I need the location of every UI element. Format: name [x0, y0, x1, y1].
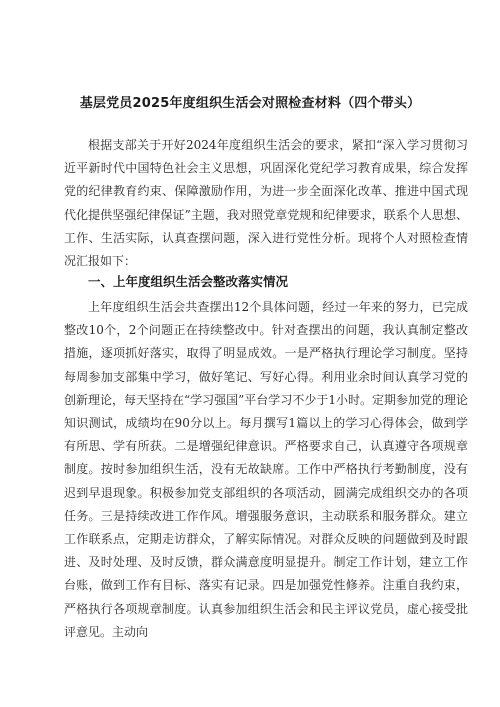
- document-title: 基层党员2025年度组织生活会对照检查材料（四个带头）: [79, 96, 421, 111]
- section-body-paragraph: 上年度组织生活会共查摆出12个具体问题，经过一年来的努力，已完成整改10个，2个问题正在持续整改中。针对查摆出的问题，我认真制定整改措施，逐项抓好落实，取得了明显成效。一是严格执行理论学习制度。坚持每周参加支部集中学习，做好笔记、写好心得。利用业余时间认真学习党的创新理论，每天坚持在“学习强国”平台学习不少于1小时。定期参加党的理论知识测试，成绩均在90分以上。每月撰写1篇以上的学习心得体会，做到学有所思、学有所获。二是增强纪律意识。严格要求自己，认真遵守各项规章制度。按时参加组织生活，没有无故缺席。工作中严格执行考勤制度，没有迟到早退现象。积极参加党支部组织的各项活动，圆满完成组织交办的各项任务。三是持续改进工作作风。增强服务意识，主动联系和服务群众。建立工作联系点，定期走访群众，了解实际情况。对群众反映的问题做到及时跟进、及时处理、及时反馈，群众满意度明显提升。制定工作计划，建立工作台账，做到工作有目标、落实有记录。四是加强党性修养。注重自我约束，严格执行各项规章制度。认真参加组织生活会和民主评议党员，虚心接受批评意见。主动向: [64, 300, 468, 639]
- intro-paragraph: 根据支部关于开好2024年度组织生活会的要求，紧扣“深入学习贯彻习近平新时代中国特色社会主义思想，巩固深化党纪学习教育成果，综合发挥党的纪律教育约束、保障激励作用，为进一步全面深化改革、推进中国式现代化提供坚强纪律保证”主题，我对照党章党规和纪律要求，联系个人思想、工作、生活实际，认真查摆问题，深入进行党性分析。现将个人对照检查情况汇报如下：: [64, 138, 468, 269]
- section-heading: 一、上年度组织生活会整改落实情况: [88, 274, 289, 289]
